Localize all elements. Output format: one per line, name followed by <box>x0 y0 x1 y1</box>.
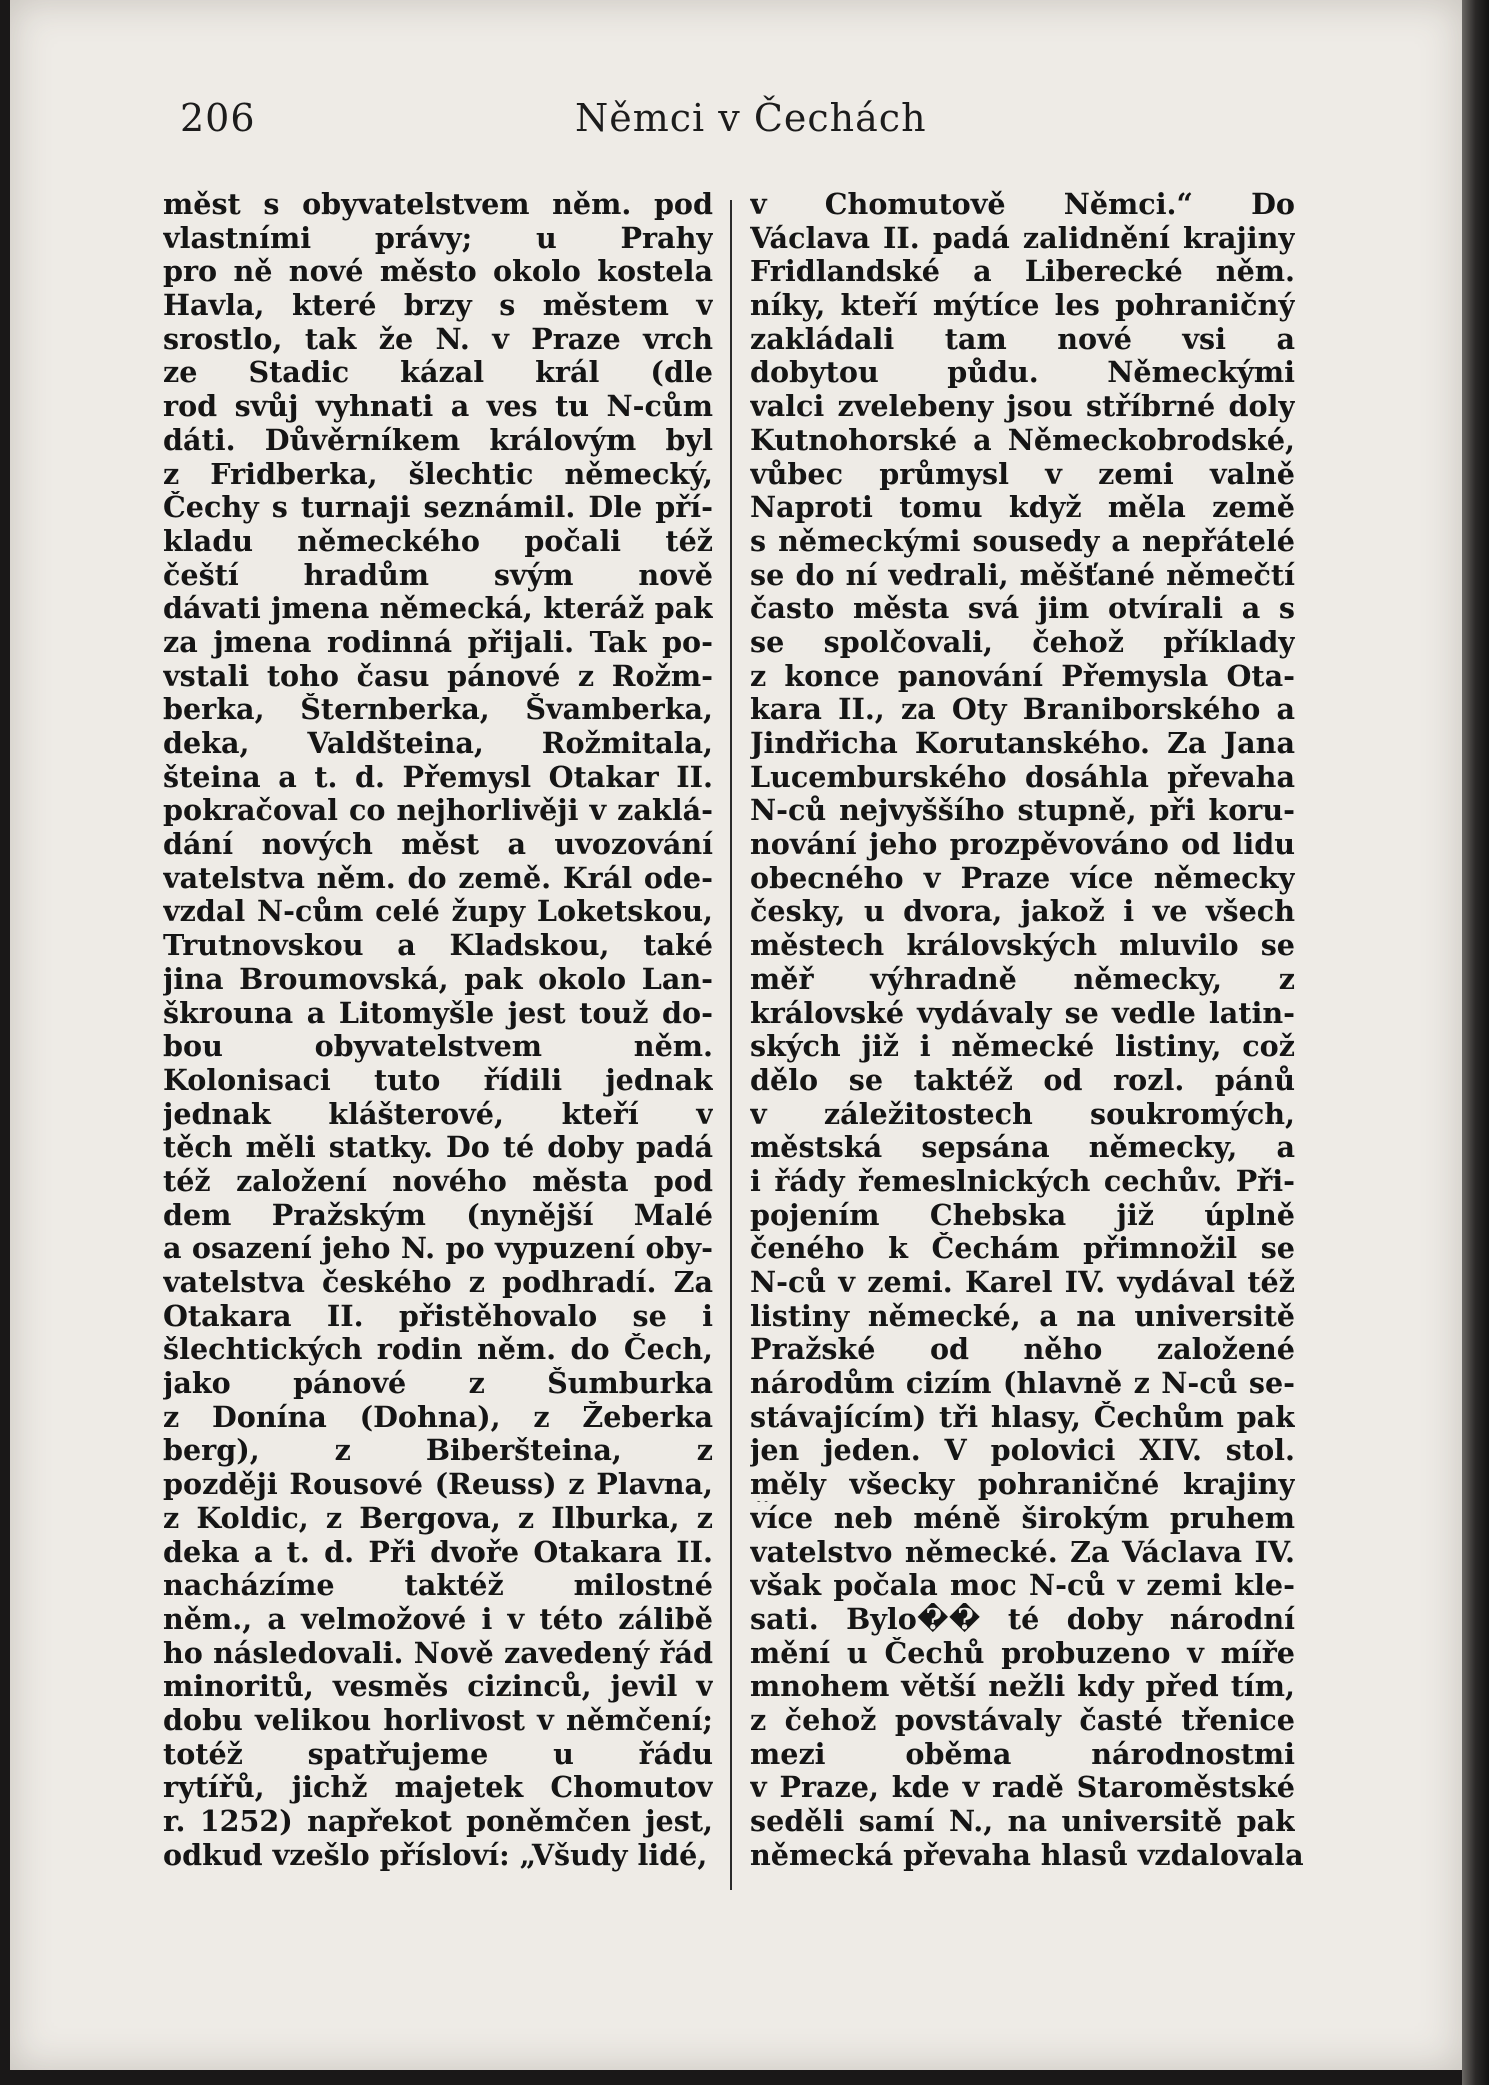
text-line: Fridlandské a Liberecké něm. <box>750 255 1295 289</box>
text-line: nování jeho prozpěvováno od lidu <box>750 828 1295 862</box>
text-line: Otakara II. přistěhovalo se i <box>163 1299 713 1333</box>
text-line: jina Broumovská, pak okolo Lan- <box>163 962 713 996</box>
text-line: berka, Šternberka, Švamberka, <box>163 693 713 727</box>
text-line: vzdal N-cům celé župy Loketskou, <box>163 895 713 929</box>
text-line: jako pánové z Šumburka <box>163 1367 713 1401</box>
text-line: z Koldic, z Bergova, z Ilburka, z <box>163 1501 713 1535</box>
text-line: mnohem větší nežli kdy před tím, <box>750 1670 1295 1704</box>
text-line: minoritů, vesměs cizinců, jevil v <box>163 1670 713 1704</box>
text-line: pojením Chebska již úplně <box>750 1198 1295 1232</box>
text-line: měly všecky pohraničné krajiny <box>750 1468 1295 1502</box>
text-line: mění u Čechů probuzeno v míře <box>750 1636 1295 1670</box>
text-line: těch měli statky. Do té doby padá <box>163 1131 713 1165</box>
text-line: mezi oběma národnostmi <box>750 1737 1295 1771</box>
text-line: později Rousové (Reuss) z Plavna, <box>163 1468 713 1502</box>
text-line: více neb méně širokým pruhem <box>750 1501 1295 1535</box>
right-text-column <box>750 188 1304 1872</box>
text-line: totéž spatřujeme u řádu <box>163 1737 713 1771</box>
page-number: 206 <box>180 96 256 140</box>
running-title: Němci v Čechách <box>575 96 927 140</box>
text-line: dávati jmena německá, kteráž pak <box>163 592 713 626</box>
column-divider <box>730 200 732 1890</box>
text-line: pokračoval co nejhorlivěji v zaklá- <box>163 794 713 828</box>
text-line: listiny německé, a na universitě <box>750 1299 1295 1333</box>
text-line: srostlo, tak že N. v Praze vrch <box>163 322 713 356</box>
text-line: dobu velikou horlivost v němčení; <box>163 1703 713 1737</box>
text-line: čeného k Čechám přimnožil se <box>750 1232 1295 1266</box>
text-line: odkud vzešlo přísloví: „Všudy lidé, <box>163 1837 708 1872</box>
text-line: též založení nového města pod <box>163 1164 713 1198</box>
text-line: škrouna a Litomyšle jest touž do- <box>163 996 713 1030</box>
text-line: z Donína (Dohna), z Žeberka <box>163 1400 713 1434</box>
text-line: r. 1252) napřekot poněmčen jest, <box>163 1805 713 1838</box>
text-line: ho následovali. Nově zavedený řád <box>163 1636 713 1670</box>
text-line: Václava II. padá zalidnění krajiny <box>750 221 1295 255</box>
text-line: vatelstva českého z podhradí. Za <box>163 1266 713 1299</box>
text-line: deka a t. d. Při dvoře Otakara II. <box>163 1535 713 1569</box>
text-line: národům cizím (hlavně z N-ců se- <box>750 1367 1295 1401</box>
text-line: a osazení jeho N. po vypuzení oby- <box>163 1232 713 1266</box>
text-line: v Chomutově Němci.“ Do <box>750 188 1295 221</box>
text-line: měř výhradně německy, z <box>750 962 1295 996</box>
text-line: zakládali tam nové vsi a <box>750 322 1295 356</box>
text-line: Kutnohorské a Německobrodské, <box>750 423 1295 457</box>
text-line: vatelstva něm. do země. Král ode- <box>163 861 713 895</box>
text-line: jen jeden. V polovici XIV. stol. <box>750 1434 1295 1468</box>
text-line: kara II., za Oty Braniborského a <box>750 693 1295 727</box>
text-line: se do ní vedrali, měšťané němečtí <box>750 558 1295 592</box>
text-line: za jmena rodinná přijali. Tak po- <box>163 625 713 659</box>
text-line: se spolčovali, čehož příklady <box>750 625 1295 659</box>
text-line: Trutnovskou a Kladskou, také <box>163 929 713 963</box>
text-line: ze Stadic kázal král (dle <box>163 356 713 390</box>
text-line: vůbec průmysl v zemi valně <box>750 457 1295 491</box>
text-line: deka, Valdšteina, Rožmitala, <box>163 727 713 760</box>
text-line: kladu německého počali též <box>163 524 713 558</box>
text-line: dem Pražským (nynější Malé <box>163 1198 713 1232</box>
text-line: něm., a velmožové i v této zálibě <box>163 1602 713 1636</box>
text-line: z Fridberka, šlechtic německý, <box>163 457 713 491</box>
text-line: seděli samí N., na universitě pak <box>750 1805 1295 1838</box>
text-line: česky, u dvora, jakož i ve všech <box>750 895 1295 929</box>
text-line: často města svá jim otvírali a s <box>750 592 1295 626</box>
text-line: rod svůj vyhnati a ves tu N-cům <box>163 390 713 424</box>
text-line: v Praze, kde v radě Staroměstské <box>750 1771 1295 1805</box>
text-line: vstali toho času pánové z Rožm- <box>163 659 713 693</box>
text-line: bou obyvatelstvem něm. <box>163 1030 713 1064</box>
text-line: níky, kteří mýtíce les pohraničný <box>750 289 1295 323</box>
text-line: pro ně nové město okolo kostela <box>163 255 713 289</box>
text-line: královské vydávaly se vedle latin- <box>750 996 1295 1030</box>
text-line: obecného v Praze více německy <box>750 861 1295 895</box>
text-line: čeští hradům svým nově <box>163 558 713 592</box>
text-line: nacházíme taktéž milostné <box>163 1569 713 1603</box>
text-line: měst s obyvatelstvem něm. pod <box>163 188 713 221</box>
text-line: v záležitostech soukromých, <box>750 1097 1295 1131</box>
text-line: sati. Bylo�� té doby národní <box>750 1602 1295 1636</box>
text-line: městská sepsána německy, a <box>750 1131 1295 1165</box>
text-line: N-ců nejvyššího stupně, při koru- <box>750 794 1295 828</box>
text-line: Havla, které brzy s městem v <box>163 289 713 323</box>
text-line: německá převaha hlasů vzdalovala <box>750 1837 1304 1872</box>
text-line: šteina a t. d. Přemysl Otakar II. <box>163 760 713 794</box>
text-line: jednak klášterové, kteří v <box>163 1097 713 1131</box>
text-line: dobytou půdu. Německými <box>750 356 1295 390</box>
text-line: z konce panování Přemysla Ota- <box>750 659 1295 693</box>
text-line: vlastními právy; u Prahy <box>163 221 713 255</box>
text-line: městech královských mluvilo se <box>750 929 1295 963</box>
book-gutter-edge <box>1462 0 1489 2085</box>
text-line: s německými sousedy a nepřátelé <box>750 524 1295 558</box>
text-line: vatelstvo německé. Za Václava IV. <box>750 1535 1295 1569</box>
text-line: stávajícím) tři hlasy, Čechům pak <box>750 1400 1295 1434</box>
text-line: Naproti tomu když měla země <box>750 491 1295 525</box>
book-page <box>10 0 1462 2070</box>
text-line: Kolonisaci tuto řídili jednak <box>163 1063 713 1097</box>
text-line: však počala moc N-ců v zemi kle- <box>750 1569 1295 1603</box>
text-line: šlechtických rodin něm. do Čech, <box>163 1333 713 1367</box>
text-line: rytířů, jichž majetek Chomutov <box>163 1771 713 1805</box>
text-line: ských již i německé listiny, což <box>750 1030 1295 1064</box>
text-line: i řády řemeslnických cechův. Při- <box>750 1164 1295 1198</box>
text-line: dání nových měst a uvozování <box>163 828 713 862</box>
text-line: berg), z Biberšteina, z <box>163 1434 713 1468</box>
text-line: valci zvelebeny jsou stříbrné doly <box>750 390 1295 424</box>
text-line: dáti. Důvěrníkem královým byl <box>163 423 713 457</box>
text-line: Čechy s turnaji seznámil. Dle pří- <box>163 491 713 525</box>
text-line: dělo se taktéž od rozl. pánů <box>750 1063 1295 1097</box>
text-line: Jindřicha Korutanského. Za Jana <box>750 727 1295 760</box>
text-line: z čehož povstávaly časté třenice <box>750 1703 1295 1737</box>
text-line: Lucemburského dosáhla převaha <box>750 760 1295 794</box>
left-text-column <box>163 188 713 1872</box>
text-line: N-ců v zemi. Karel IV. vydával též <box>750 1266 1295 1299</box>
text-line: Pražské od něho založené <box>750 1333 1295 1367</box>
